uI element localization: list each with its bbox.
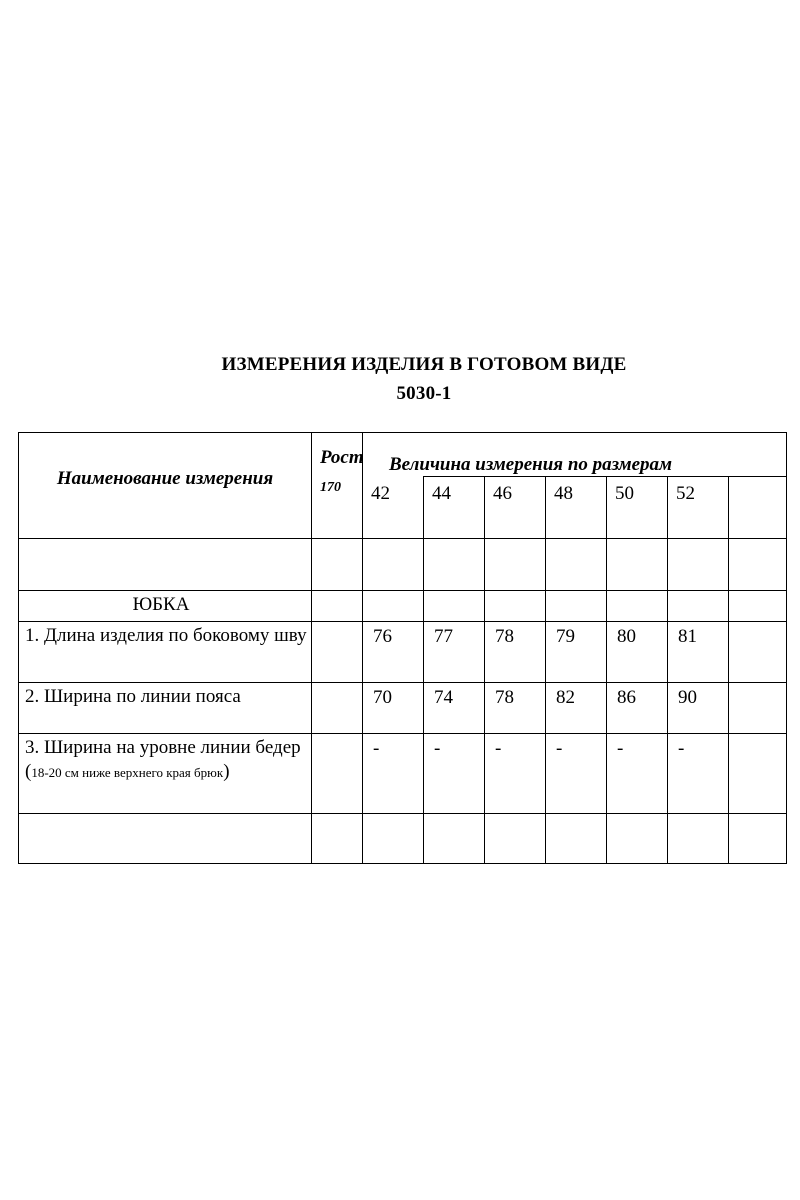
empty-cell	[607, 814, 668, 864]
size-52: 52	[668, 477, 729, 539]
value-cell: -	[424, 734, 485, 814]
empty-cell	[19, 539, 312, 591]
value-cell: 74	[424, 683, 485, 734]
height-header: Рост 170	[312, 433, 363, 539]
empty-row	[19, 539, 787, 591]
empty-cell	[424, 539, 485, 591]
empty-cell	[424, 814, 485, 864]
model-number: 5030-1	[396, 383, 452, 404]
empty-cell	[363, 591, 424, 622]
value-cell: 86	[607, 683, 668, 734]
size-48: 48	[546, 477, 607, 539]
value-cell: 90	[668, 683, 729, 734]
value-cell: 77	[424, 622, 485, 683]
empty-cell	[546, 539, 607, 591]
size-42: 42	[363, 477, 424, 539]
empty-cell	[312, 622, 363, 683]
header-row	[19, 433, 787, 477]
size-46: 46	[485, 477, 546, 539]
value-cell: -	[363, 734, 424, 814]
value-cell: 78	[485, 622, 546, 683]
value-cell: -	[485, 734, 546, 814]
value-cell: 81	[668, 622, 729, 683]
value-cell: 80	[607, 622, 668, 683]
section-title: ЮБКА	[19, 591, 312, 622]
empty-cell	[363, 814, 424, 864]
value-cell: 76	[363, 622, 424, 683]
empty-cell	[312, 814, 363, 864]
empty-cell	[729, 622, 787, 683]
value-cell: 79	[546, 622, 607, 683]
empty-cell	[546, 814, 607, 864]
measurement-name	[19, 734, 312, 814]
empty-cell	[729, 477, 787, 539]
empty-cell	[485, 539, 546, 591]
empty-cell	[485, 814, 546, 864]
empty-cell	[729, 683, 787, 734]
measurement-name-tail: )	[223, 761, 230, 782]
table-row	[19, 683, 787, 734]
empty-cell	[424, 591, 485, 622]
table-row	[19, 622, 787, 683]
empty-cell	[607, 539, 668, 591]
empty-cell	[312, 683, 363, 734]
measurement-name: 1. Длина изделия по боковому шву	[19, 622, 312, 683]
measurement-note: 18-20 см ниже верхнего края брюк	[31, 765, 224, 780]
empty-row	[19, 814, 787, 864]
value-cell: -	[546, 734, 607, 814]
empty-cell	[729, 734, 787, 814]
empty-cell	[668, 591, 729, 622]
size-44: 44	[424, 477, 485, 539]
document-title: ИЗМЕРЕНИЯ ИЗДЕЛИЯ В ГОТОВОМ ВИДЕ	[221, 354, 627, 375]
empty-cell	[312, 734, 363, 814]
measurement-name-main: 3. Ширина на уровне линии бедер (	[25, 737, 301, 782]
empty-cell	[668, 814, 729, 864]
empty-cell	[312, 591, 363, 622]
empty-cell	[312, 539, 363, 591]
empty-cell	[729, 814, 787, 864]
empty-cell	[19, 814, 312, 864]
empty-cell	[363, 539, 424, 591]
section-row	[19, 591, 787, 622]
empty-cell	[546, 591, 607, 622]
empty-cell	[729, 591, 787, 622]
size-50: 50	[607, 477, 668, 539]
measurement-name-header: Наименование измерения	[19, 433, 312, 539]
value-cell: 78	[485, 683, 546, 734]
empty-cell	[668, 539, 729, 591]
empty-cell	[607, 591, 668, 622]
table-row	[19, 734, 787, 814]
empty-cell	[485, 591, 546, 622]
measurements-table	[18, 432, 787, 864]
value-cell: -	[668, 734, 729, 814]
value-cell: 82	[546, 683, 607, 734]
value-cell: 70	[363, 683, 424, 734]
sizes-header: Величина измерения по размерам	[363, 433, 787, 477]
measurement-name: 2. Ширина по линии пояса	[19, 683, 312, 734]
value-cell: -	[607, 734, 668, 814]
empty-cell	[729, 539, 787, 591]
